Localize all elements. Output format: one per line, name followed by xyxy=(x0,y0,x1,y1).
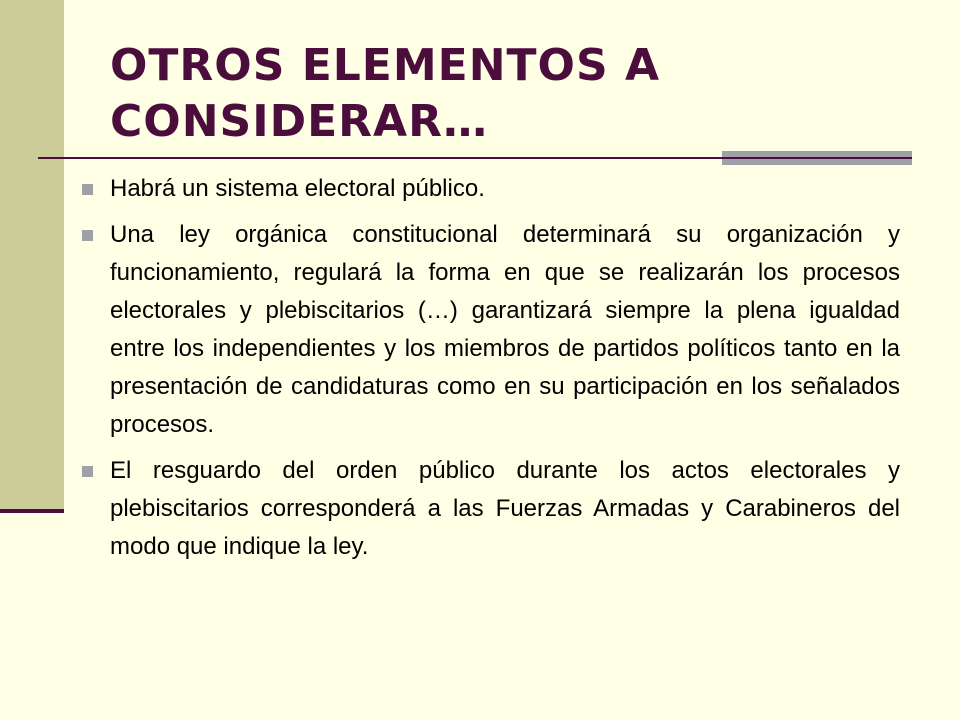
bullet-text: El resguardo del orden público durante los actos electorales y plebiscitarios corresponderá a las Fuerzas Armadas y Carabineros del modo que indique la ley. xyxy=(110,457,900,560)
bullet-list xyxy=(80,170,900,574)
square-bullet-icon xyxy=(82,230,93,241)
slide-title: OTROS ELEMENTOS A CONSIDERAR… xyxy=(110,40,661,147)
square-bullet-icon xyxy=(82,184,93,195)
bullet-item xyxy=(80,170,900,208)
side-decorative-band xyxy=(0,0,64,510)
title-accent-line xyxy=(722,157,912,159)
square-bullet-icon xyxy=(82,466,93,477)
side-band-underline xyxy=(0,509,64,513)
bullet-text: Una ley orgánica constitucional determinará su organización y funcionamiento, regulará la forma en que se realizarán los procesos electorales y plebiscitarios (…) garantizará siempre la plena igualdad entre los independientes y los miembros de partidos políticos tanto en la presentación de candidaturas como en su participación en los señalados procesos. xyxy=(110,221,900,438)
bullet-text: Habrá un sistema electoral público. xyxy=(110,175,485,202)
bullet-item xyxy=(80,452,900,566)
bullet-item xyxy=(80,216,900,444)
